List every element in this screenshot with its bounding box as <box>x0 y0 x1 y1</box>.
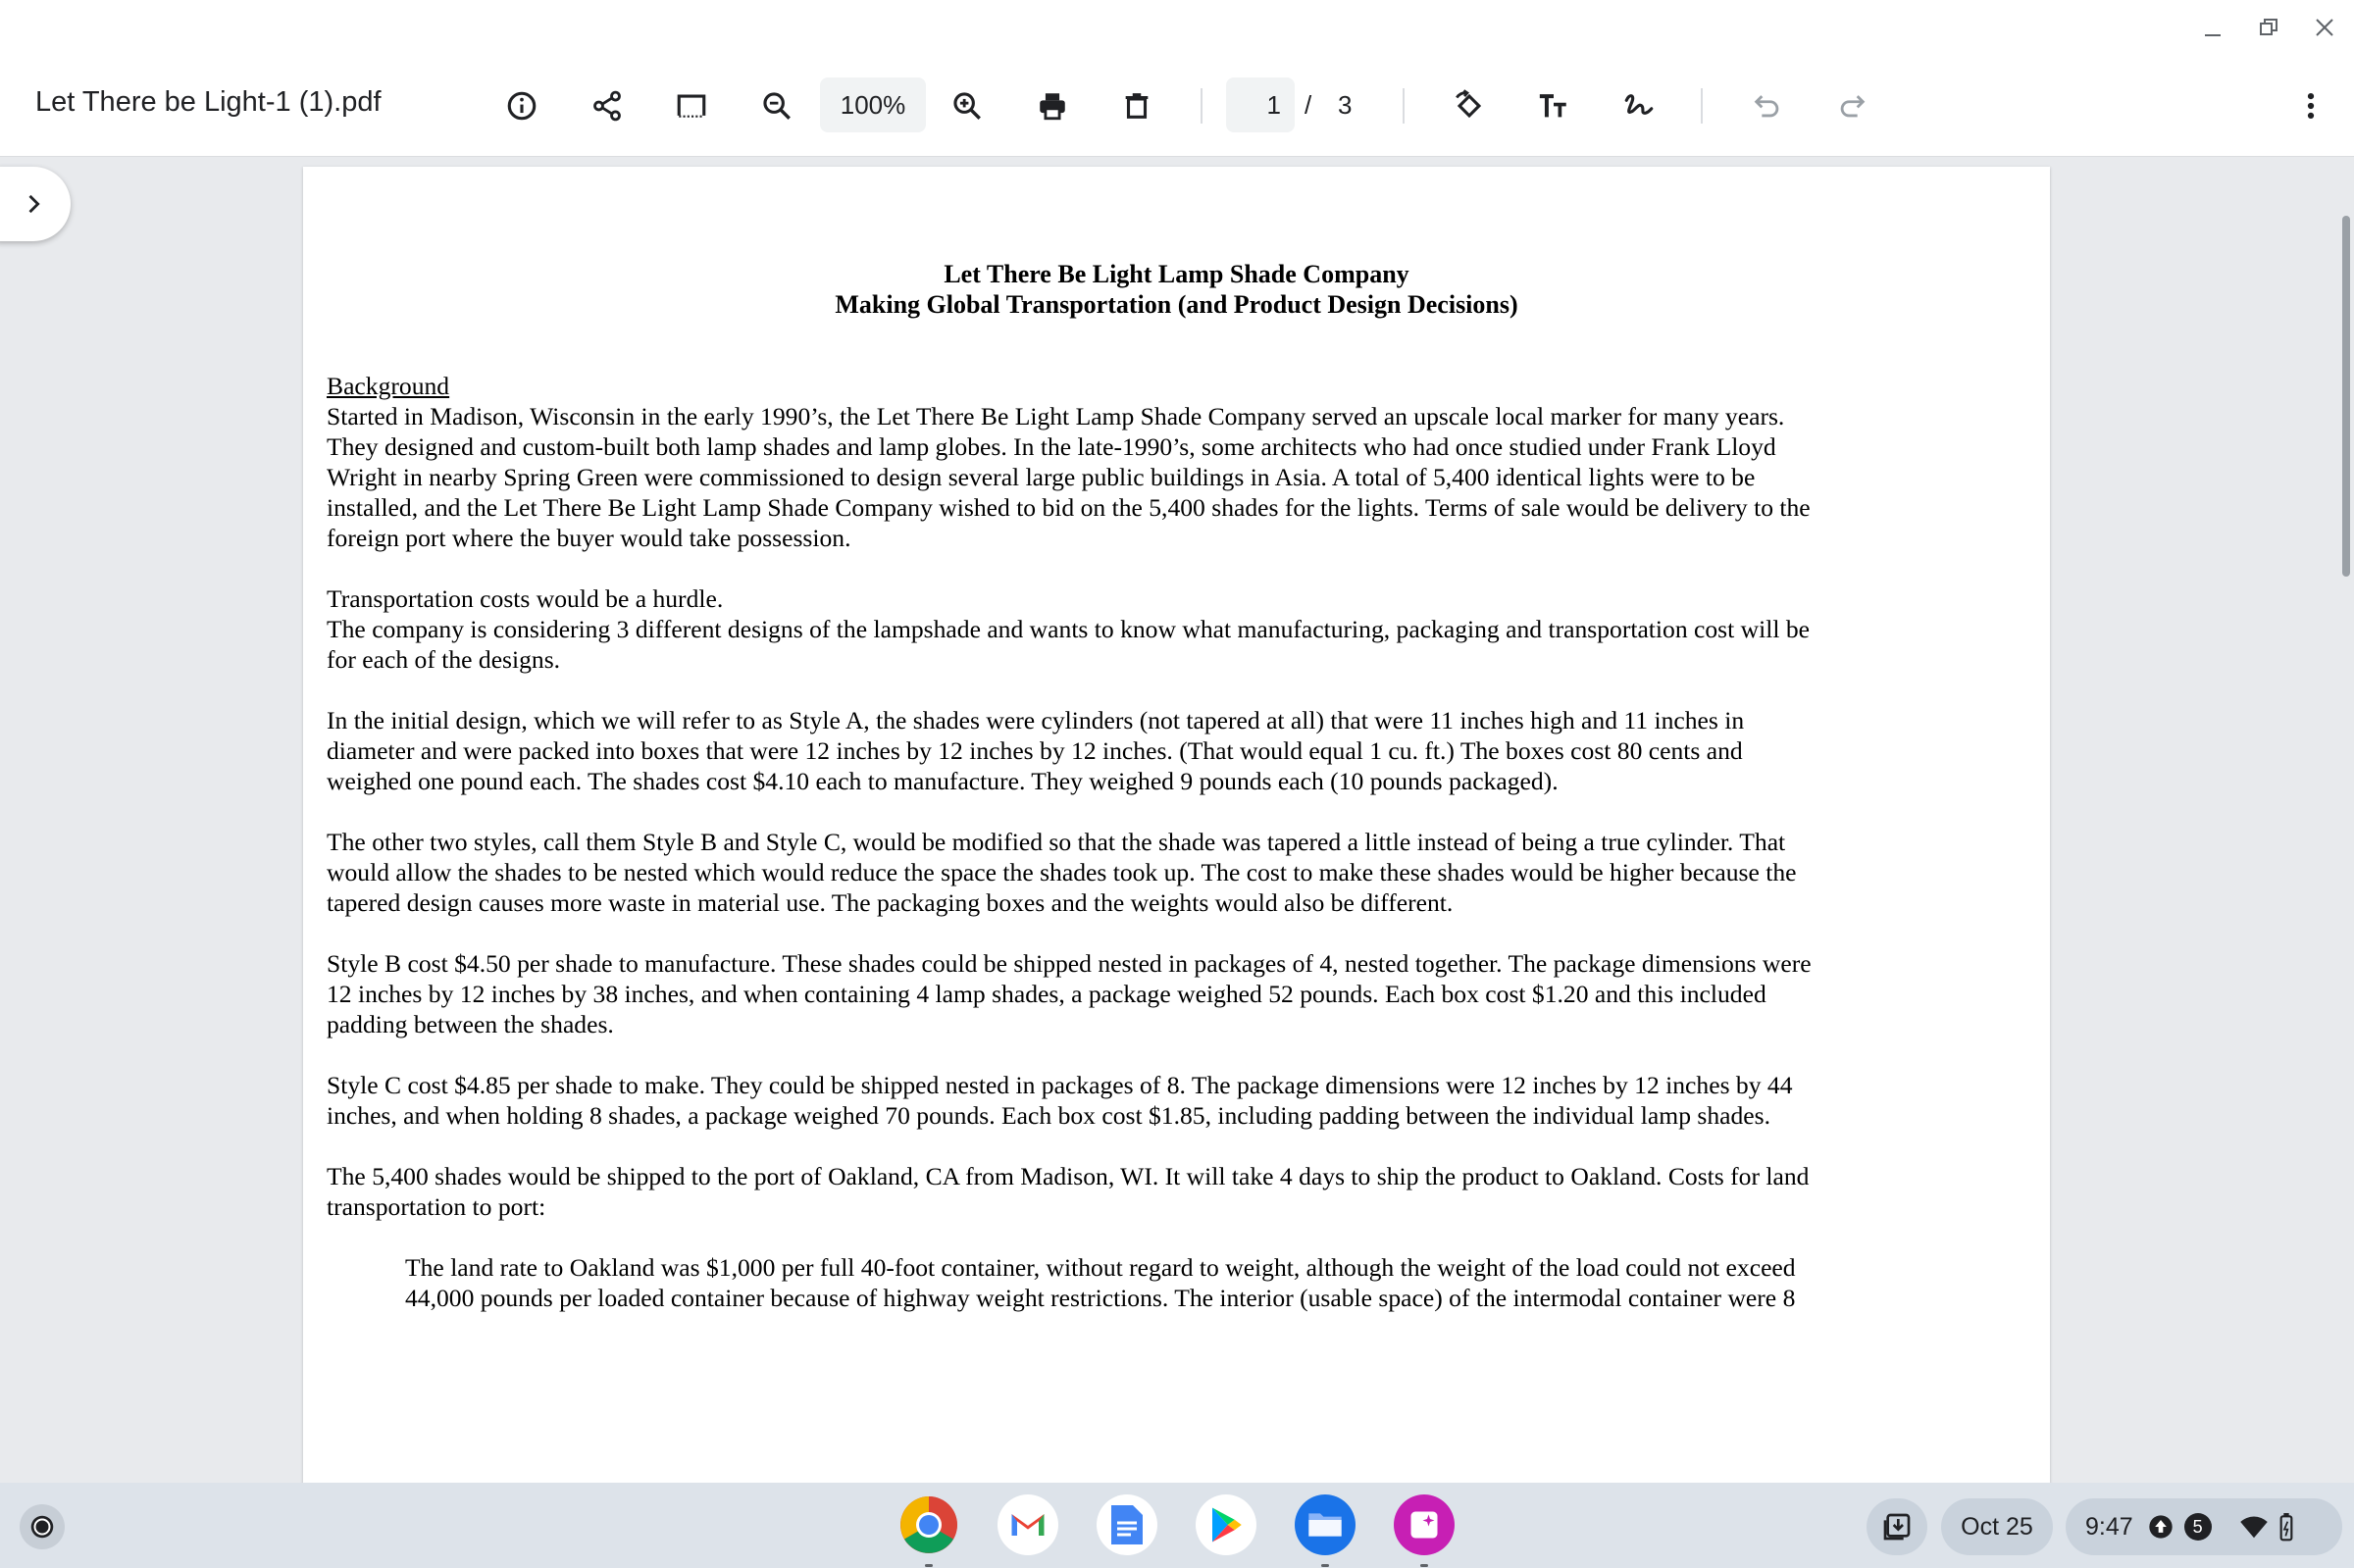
text-line: would allow the shades to be nested which would reduce the space the shades took up. The cost to make these shades would be higher because the <box>327 858 1797 886</box>
share-button[interactable] <box>582 80 633 131</box>
text-line: diameter and were packed into boxes that were 12 inches by 12 inches by 12 inches. (That would equal 1 cu. ft.) The boxes cost 80 cents and <box>327 736 1743 765</box>
files-app[interactable] <box>1295 1494 1356 1555</box>
status-tray[interactable] <box>2066 1498 2342 1555</box>
text-line: The company is considering 3 different designs of the lampshade and wants to know what manufacturing, packaging and transportation cost will be <box>327 615 1811 643</box>
more-icon <box>2294 89 2328 123</box>
pdf-viewer[interactable] <box>0 157 2354 1483</box>
launcher-button[interactable] <box>20 1504 65 1549</box>
zoom-in-button[interactable] <box>942 80 993 131</box>
redo-icon <box>1835 89 1868 123</box>
text-line: transportation to port: <box>327 1192 546 1221</box>
text-line: The other two styles, call them Style B and Style C, would be modified so that the shade was tapered a little instead of being a true cylinder. That <box>327 828 1786 856</box>
battery-icon <box>2277 1511 2296 1543</box>
zoom-level-field[interactable]: 100% <box>820 77 926 132</box>
text-size-icon <box>1537 89 1570 123</box>
text-line: inches, and when holding 8 shades, a package weighed 70 pounds. Each box cost $1.85, including padding between the individual lamp shades. <box>327 1101 1771 1130</box>
paragraph-styles-b-c <box>327 827 2033 918</box>
paragraph-style-a <box>327 705 2033 796</box>
rotate-button[interactable] <box>1444 80 1495 131</box>
page-number-input[interactable]: 1 <box>1226 77 1295 132</box>
files-icon <box>1305 1505 1345 1544</box>
text-line: Style B cost $4.50 per shade to manufacture. These shades could be shipped nested in packages of 4, nested together. The package dimensions were <box>327 949 1812 978</box>
undo-icon <box>1751 89 1784 123</box>
gmail-app[interactable] <box>998 1494 1058 1555</box>
undo-button[interactable] <box>1742 80 1793 131</box>
running-indicator <box>1321 1564 1329 1567</box>
document-title: Let There be Light-1 (1).pdf <box>35 86 382 118</box>
text-line: weighed one pound each. The shades cost $4.10 each to manufacture. They weighed 9 pounds each (10 pounds packaged). <box>327 767 1559 795</box>
gallery-icon <box>1407 1507 1442 1543</box>
document-heading <box>303 259 2050 320</box>
heading-line: Making Global Transportation (and Product Design Decisions) <box>835 290 1518 319</box>
chrome-icon <box>898 1494 959 1555</box>
text-line: tapered design causes more waste in material use. The packaging boxes and the weights would also be different. <box>327 888 1454 917</box>
text-line: Transportation costs would be a hurdle. <box>327 584 724 613</box>
restore-button[interactable] <box>2249 10 2288 45</box>
print-button[interactable] <box>1027 80 1078 131</box>
text-line: padding between the shades. <box>327 1010 614 1038</box>
text-line: 44,000 pounds per loaded container because of highway weight restrictions. The interior (usable space) of the intermodal container were 8 <box>405 1284 1796 1312</box>
text-line: The 5,400 shades would be shipped to the port of Oakland, CA from Madison, WI. It will take 4 days to ship the product to Oakland. Costs for land <box>327 1162 1810 1190</box>
heading-line: Let There Be Light Lamp Shade Company <box>944 260 1409 288</box>
holding-space-icon <box>1881 1511 1913 1543</box>
gallery-app[interactable] <box>1394 1494 1455 1555</box>
text-line: 12 inches by 12 inches by 38 inches, and when containing 4 lamp shades, a package weighed 52 pounds. Each box cost $1.20 and this included <box>327 980 1766 1008</box>
info-button[interactable] <box>496 80 547 131</box>
minimize-button[interactable] <box>2193 10 2232 45</box>
toolbar-divider <box>1403 88 1405 124</box>
redo-button[interactable] <box>1826 80 1877 131</box>
chevron-right-icon <box>20 190 47 218</box>
system-shelf <box>0 1483 2354 1568</box>
annotate-icon <box>1622 89 1656 123</box>
docs-icon <box>1109 1503 1145 1546</box>
print-icon <box>1036 89 1069 123</box>
more-options-button[interactable] <box>2285 80 2336 131</box>
sidebar-toggle-button[interactable] <box>0 167 71 241</box>
paragraph-style-c <box>327 1070 2033 1131</box>
info-icon <box>505 89 538 123</box>
restore-icon <box>2257 16 2280 39</box>
window-title-bar <box>0 0 2354 55</box>
text-line: for each of the designs. <box>327 645 561 674</box>
delete-icon <box>1120 89 1153 123</box>
close-button[interactable] <box>2305 10 2344 45</box>
chrome-app[interactable] <box>898 1494 959 1555</box>
play-store-icon <box>1205 1503 1247 1546</box>
text-line: foreign port where the buyer would take possession. <box>327 524 851 552</box>
date-text: Oct 25 <box>1961 1512 2033 1541</box>
share-icon <box>590 89 624 123</box>
docs-app[interactable] <box>1097 1494 1157 1555</box>
close-icon <box>2313 16 2336 39</box>
zoom-out-button[interactable] <box>751 80 802 131</box>
fit-page-icon <box>675 89 708 123</box>
text-line: Style C cost $4.85 per shade to make. They could be shipped nested in packages of 8. The package dimensions were 12 inches by 12 inches by 44 <box>327 1071 1793 1099</box>
paragraph-style-b <box>327 948 2033 1039</box>
gmail-icon <box>1006 1503 1049 1546</box>
paragraph-background <box>327 401 2033 553</box>
zoom-in-icon <box>950 89 984 123</box>
text-line: Wright in nearby Spring Green were commissioned to design several large public buildings in Asia. A total of 5,400 identical lights were to be <box>327 463 1756 491</box>
clock-text: 9:47 <box>2085 1512 2133 1541</box>
annotate-button[interactable] <box>1613 80 1664 131</box>
play-store-app[interactable] <box>1196 1494 1256 1555</box>
holding-space-button[interactable] <box>1867 1498 1927 1555</box>
wifi-icon <box>2239 1512 2269 1542</box>
pdf-page <box>303 167 2050 1483</box>
minimize-icon <box>2201 16 2225 39</box>
scrollbar-thumb[interactable] <box>2342 216 2350 577</box>
rotate-icon <box>1453 89 1486 123</box>
section-title <box>327 371 2033 401</box>
notification-count: 5 <box>2192 1516 2203 1537</box>
toolbar-divider <box>1201 88 1203 124</box>
paragraph-land-rate <box>405 1252 2112 1313</box>
date-button[interactable] <box>1941 1498 2053 1555</box>
paragraph-transportation <box>327 583 2033 675</box>
launcher-icon <box>27 1512 57 1542</box>
toolbar-divider <box>1701 88 1703 124</box>
pdf-toolbar <box>0 55 2354 157</box>
text-line: The land rate to Oakland was $1,000 per full 40-foot container, without regard to weight, although the weight of the load could not exceed <box>405 1253 1796 1282</box>
section-title-text: Background <box>327 372 450 400</box>
text-size-button[interactable] <box>1528 80 1579 131</box>
text-line: In the initial design, which we will refer to as Style A, the shades were cylinders (not tapered at all) that were 11 inches high and 11 inches in <box>327 706 1745 734</box>
zoom-out-icon <box>760 89 793 123</box>
text-line: Started in Madison, Wisconsin in the early 1990’s, the Let There Be Light Lamp Shade Company served an upscale local marker for many years. <box>327 402 1785 430</box>
text-line: They designed and custom-built both lamp shades and lamp globes. In the late-1990’s, some architects who had once studied under Frank Lloyd <box>327 432 1776 461</box>
page-total: 3 <box>1338 90 1353 120</box>
delete-button[interactable] <box>1111 80 1162 131</box>
text-line: installed, and the Let There Be Light Lamp Shade Company wished to bid on the 5,400 shades for the lights. Terms of sale would be delivery to the <box>327 493 1811 522</box>
running-indicator <box>925 1564 933 1567</box>
notification-badge <box>2184 1513 2212 1541</box>
upload-icon <box>2147 1513 2175 1541</box>
fit-page-button[interactable] <box>666 80 717 131</box>
paragraph-shipping <box>327 1161 2033 1222</box>
running-indicator <box>1420 1564 1428 1567</box>
page-separator: / <box>1305 90 1312 120</box>
